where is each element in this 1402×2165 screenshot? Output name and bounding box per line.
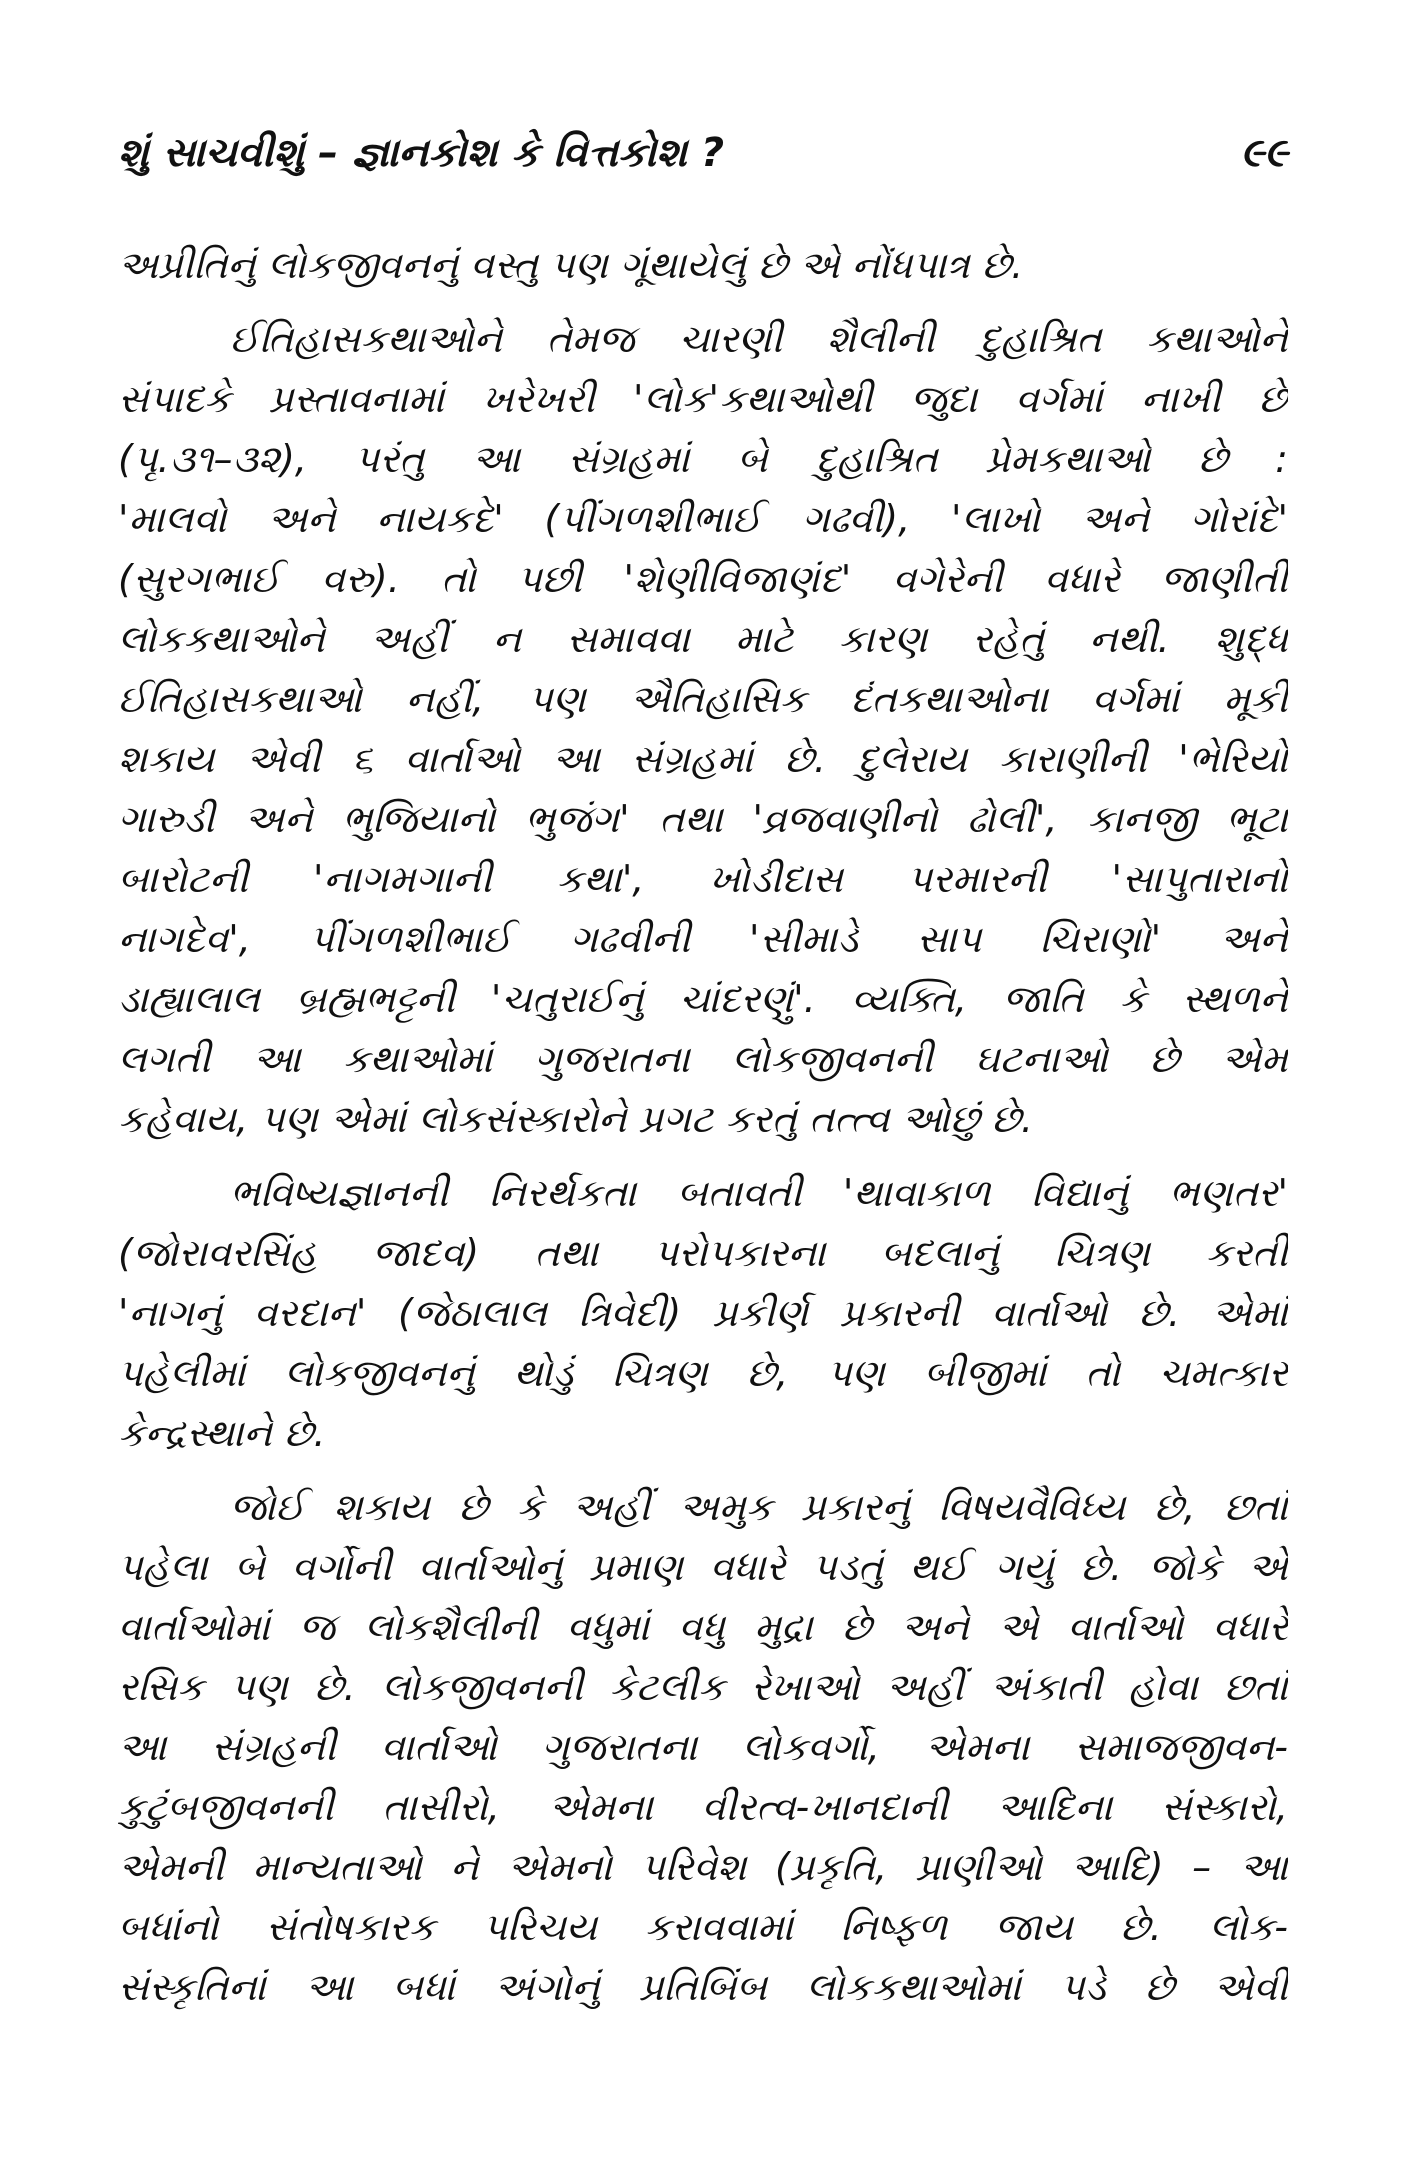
text-line: પહેલા બે વર્ગોની વાર્તાઓનું પ્રમાણ વધારે પડતું થઈ ગયું છે. જોકે એ xyxy=(118,1545,1288,1589)
text-line: અપ્રીતિનું લોકજીવનનું વસ્તુ પણ ગૂંથાયેલું છે એ નોંધપાત્ર છે. xyxy=(118,243,1024,287)
text-line: લગતી આ કથાઓમાં ગુજરાતના લોકજીવનની ઘટનાઓ છે એમ xyxy=(118,1037,1288,1081)
text-line: સંસ્કૃતિનાં આ બધાં અંગોનું પ્રતિબિંબ લોકકથાઓમાં પડે છે એવી xyxy=(118,1965,1288,2009)
text-line: રસિક પણ છે. લોકજીવનની કેટલીક રેખાઓ અહીં અંકાતી હોવા છતાં xyxy=(118,1665,1288,1709)
text-line: ડાહ્યાલાલ બ્રહ્મભટ્ટની 'ચતુરાઈનું ચાંદરણું'. વ્યક્તિ, જાતિ કે સ્થળને xyxy=(118,977,1288,1021)
text-line: બારોટની 'નાગમગાની કથા', ખોડીદાસ પરમારની 'સાપુતારાનો xyxy=(118,857,1288,901)
text-line: જોઈ શકાય છે કે અહીં અમુક પ્રકારનું વિષયવૈવિધ્ય છે, છતાં xyxy=(230,1485,1288,1529)
text-line: નાગદેવ', પીંગળશીભાઈ ગઢવીની 'સીમાડે સાપ ચિરાણો' અને xyxy=(118,917,1288,961)
body-text xyxy=(118,235,1288,2017)
text-line: 'માલવો અને નાયકદે' (પીંગળશીભાઈ ગઢવી), 'લાખો અને ગોરાંદે' xyxy=(118,497,1288,541)
text-line: કેન્દ્રસ્થાને છે. xyxy=(118,1411,326,1455)
text-line: આ સંગ્રહની વાર્તાઓ ગુજરાતના લોકવર્ગો, એમના સમાજજીવન- xyxy=(118,1725,1288,1769)
chapter-title: શું સાચવીશું – જ્ઞાનકોશ કે વિત્તકોશ ? xyxy=(118,130,725,176)
text-line: સંપાદકે પ્રસ્તાવનામાં ખરેખરી 'લોક'કથાઓથી જુદા વર્ગમાં નાખી છે xyxy=(118,377,1288,421)
text-line: (સુરગભાઈ વરુ). તો પછી 'શેણીવિજાણંદ' વગેરેની વધારે જાણીતી xyxy=(118,557,1288,601)
page-number: ૯૯ xyxy=(1240,130,1288,176)
text-line: ભવિષ્યજ્ઞાનની નિરર્થકતા બતાવતી 'થાવાકાળ વિદ્યાનું ભણતર' xyxy=(230,1171,1288,1215)
text-line: બધાંનો સંતોષકારક પરિચય કરાવવામાં નિષ્ફળ જાય છે. લોક- xyxy=(118,1905,1288,1949)
text-line: એમની માન્યતાઓ ને એમનો પરિવેશ (પ્રકૃતિ, પ્રાણીઓ આદિ) – આ xyxy=(118,1845,1288,1889)
text-line: કુટુંબજીવનની તાસીરો, એમના વીરત્વ-ખાનદાની આદિના સંસ્કારો, xyxy=(118,1785,1288,1829)
text-line: વાર્તાઓમાં જ લોકશૈલીની વધુમાં વધુ મુદ્રા છે અને એ વાર્તાઓ વધારે xyxy=(118,1605,1288,1649)
text-line: પહેલીમાં લોકજીવનનું થોડું ચિત્રણ છે, પણ બીજીમાં તો ચમત્કાર xyxy=(118,1351,1288,1395)
text-line: (જોરાવરસિંહ જાદવ) તથા પરોપકારના બદલાનું ચિત્રણ કરતી xyxy=(118,1231,1288,1275)
text-line: 'નાગનું વરદાન' (જેઠાલાલ ત્રિવેદી) પ્રકીર્ણ પ્રકારની વાર્તાઓ છે. એમાં xyxy=(118,1291,1288,1335)
text-line: ગારુડી અને ભુજિયાનો ભુજંગ' તથા 'વ્રજવાણીનો ઢોલી', કાનજી ભૂટા xyxy=(118,797,1288,841)
text-line: લોકકથાઓને અહીં ન સમાવવા માટે કારણ રહેતું નથી. શુદ્ધ xyxy=(118,617,1288,661)
text-line: (પૃ.૩૧–૩૨), પરંતુ આ સંગ્રહમાં બે દુહાશ્રિત પ્રેમકથાઓ છે : xyxy=(118,437,1288,481)
text-line: કહેવાય, પણ એમાં લોકસંસ્કારોને પ્રગટ કરતું તત્ત્વ ઓછું છે. xyxy=(118,1097,1033,1141)
running-header xyxy=(118,118,1288,188)
text-line: ઈતિહાસકથાઓને તેમજ ચારણી શૈલીની દુહાશ્રિત કથાઓને xyxy=(230,317,1288,361)
text-line: ઈતિહાસકથાઓ નહીં, પણ ઐતિહાસિક દંતકથાઓના વર્ગમાં મૂકી xyxy=(118,677,1288,721)
text-line: શકાય એવી ૬ વાર્તાઓ આ સંગ્રહમાં છે. દુલેરાય કારાણીની 'ભેરિયો xyxy=(118,737,1288,781)
